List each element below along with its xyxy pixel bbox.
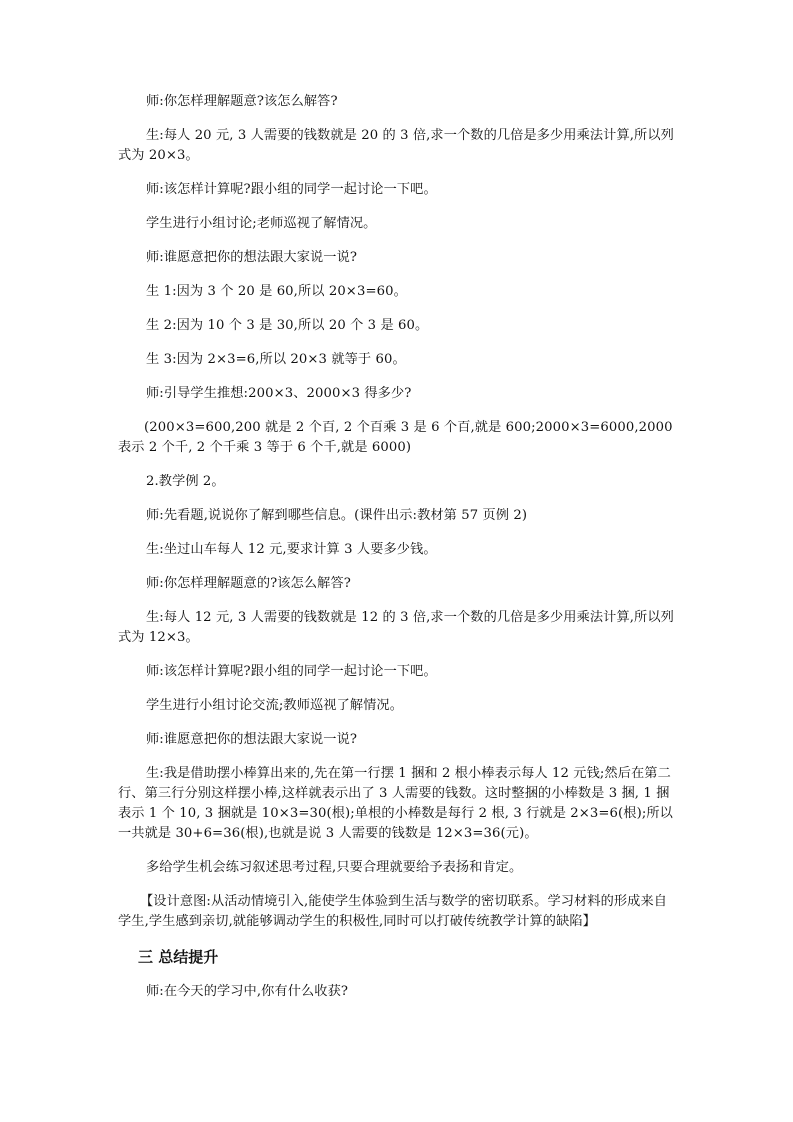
paragraph-teacher-question-2: 师:你怎样理解题意的?该怎么解答? [146,576,351,591]
paragraph-example-2: 2.教学例 2。 [146,474,225,489]
paragraph-student-sticks: 生:我是借助摆小棒算出来的,先在第一行摆 1 捆和 2 根小棒表示每人 12 元钱;然后在第二行、第三行分别这样摆小棒,这样就表示出了 3 人需要的钱数。这时整捆的小棒数是 3 捆, 1 捆表示 1 个 10, 3 捆就是 10×3=30(根);单根的小棒数是每行 2 根, 3 行就是 2×3=6(根);所以一共就是 30+6=36(根),也就是说 3 人需要的钱数是 12×3=36(元)。 [118,766,673,841]
paragraph-practice-note: 多给学生机会练习叙述思考过程,只要合理就要给予表扬和肯定。 [146,860,523,875]
paragraph-group-discussion: 学生进行小组讨论;老师巡视了解情况。 [146,216,377,231]
paragraph-student-1: 生 1:因为 3 个 20 是 60,所以 20×3=60。 [146,284,407,299]
paragraph-student-3: 生 3:因为 2×3=6,所以 20×3 就等于 60。 [146,352,406,367]
paragraph-group-discussion-2: 学生进行小组讨论交流;教师巡视了解情况。 [146,698,404,713]
paragraph-explanation: (200×3=600,200 就是 2 个百, 2 个百乘 3 是 6 个百,就是 600;2000×3=6000,2000 表示 2 个千, 2 个千乘 3 等于 6 个千,就是 6000) [118,420,673,455]
paragraph-teacher-guide: 师:引导学生推想:200×3、2000×3 得多少? [146,386,412,401]
paragraph-student-answer-2: 生:每人 12 元, 3 人需要的钱数就是 12 的 3 倍,求一个数的几倍是多少用乘法计算,所以列式为 12×3。 [118,610,674,645]
document-body [118,92,678,1016]
paragraph-student-info: 生:坐过山车每人 12 元,要求计算 3 人要多少钱。 [146,542,437,557]
paragraph-design-intent: 【设计意图:从活动情境引入,能使学生体验到生活与数学的密切联系。学习材料的形成来自学生,学生感到亲切,就能够调动学生的积极性,同时可以打破传统教学计算的缺陷】 [118,894,668,929]
paragraph-teacher-discuss-2: 师:该怎样计算呢?跟小组的同学一起讨论一下吧。 [146,664,437,679]
paragraph-closing-question: 师:在今天的学习中,你有什么收获? [146,984,349,999]
paragraph-teacher-question: 师:你怎样理解题意?该怎么解答? [146,94,338,109]
paragraph-teacher-info: 师:先看题,说说你了解到哪些信息。(课件出示:教材第 57 页例 2) [146,508,528,523]
paragraph-student-answer: 生:每人 20 元, 3 人需要的钱数就是 20 的 3 倍,求一个数的几倍是多少用乘法计算,所以列式为 20×3。 [118,128,674,163]
paragraph-teacher-discuss: 师:该怎样计算呢?跟小组的同学一起讨论一下吧。 [146,182,437,197]
paragraph-student-2: 生 2:因为 10 个 3 是 30,所以 20 个 3 是 60。 [146,318,429,333]
paragraph-teacher-share: 师:谁愿意把你的想法跟大家说一说? [146,250,358,265]
paragraph-teacher-share-2: 师:谁愿意把你的想法跟大家说一说? [146,732,358,747]
section-heading: 三 总结提升 [138,948,219,966]
